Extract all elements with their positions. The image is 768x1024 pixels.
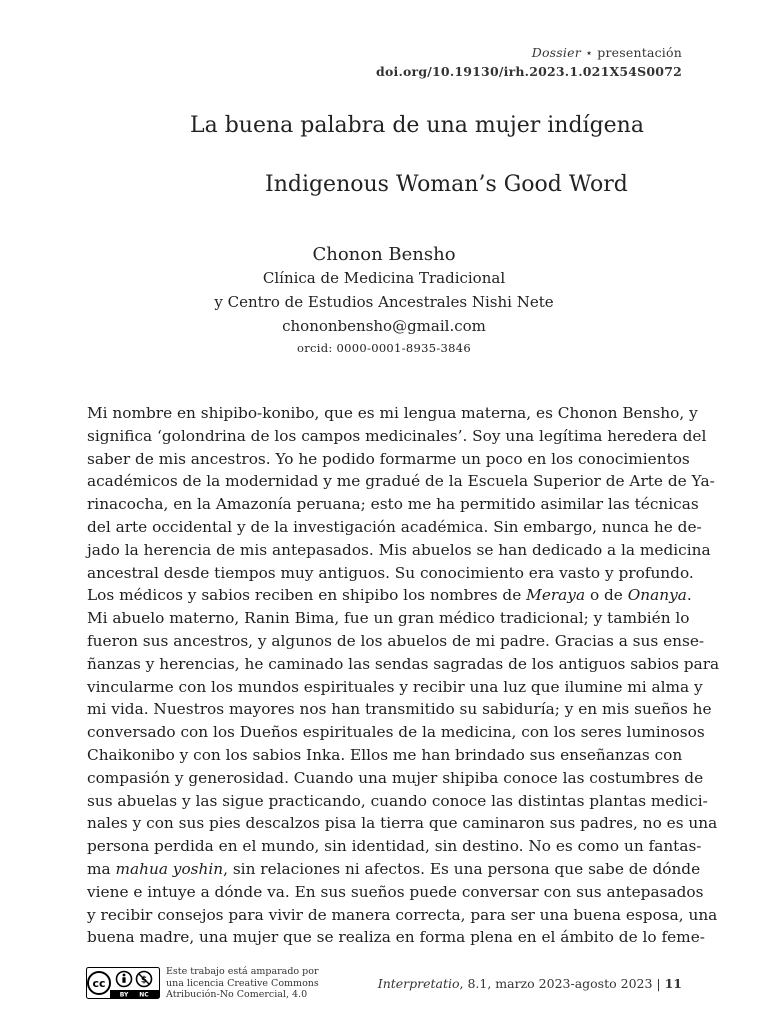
body-line: académicos de la modernidad y me gradué de la Escuela Superior de Arte de Ya- (87, 472, 715, 491)
body-line: Chaikonibo y con los sabios Inka. Ellos me han brindado sus enseñanzas con (87, 745, 683, 764)
author-name: Chonon Bensho (312, 244, 456, 265)
body-line: sus abuelas y las sigue practicando, cuando conoce las distintas plantas medici- (87, 791, 708, 810)
body-line: persona perdida en el mundo, sin identidad, sin destino. No es como un fantas- (87, 837, 702, 856)
by-badge-label: BY (119, 991, 129, 999)
body-line: compasión y generosidad. Cuando una mujer shipiba conoce las costumbres de (87, 768, 704, 787)
body-line: mi vida. Nuestros mayores nos han transmitido su sabiduría; y en mis sueños he (87, 700, 712, 719)
body-line: jado la herencia de mis antepasados. Mis abuelos se han dedicado a la medicina (87, 540, 711, 559)
section-label: Dossier (531, 45, 581, 60)
author-email[interactable]: chononbensho@gmail.com (282, 317, 486, 335)
body-line: buena madre, una mujer que se realiza en forma plena en el ámbito de lo feme- (87, 928, 705, 947)
body-line: ma mahua yoshin, sin relaciones ni afectos. Es una persona que sabe de dónde (87, 859, 701, 878)
running-header (532, 45, 682, 60)
section-type: presentación (597, 45, 682, 60)
journal-footer (378, 976, 682, 991)
license-line: Este trabajo está amparado por (166, 966, 319, 977)
doi-link[interactable]: doi.org/10.19130/irh.2023.1.021X54S0072 (376, 64, 682, 79)
cc-badge-label: cc (92, 977, 106, 990)
license-line: Atribución-No Comercial, 4.0 (166, 989, 308, 1000)
license-line: una licencia Creative Commons (166, 977, 319, 989)
body-line: Mi nombre en shipibo-konibo, que es mi lengua materna, es Chonon Bensho, y (87, 404, 698, 422)
creative-commons-license-icon[interactable] (86, 967, 160, 999)
body-line: Los médicos y sabios reciben en shipibo los nombres de Meraya o de Onanya. (87, 586, 692, 605)
body-line: ancestral desde tiempos muy antiguos. Su conocimiento era vasto y profundo. (87, 563, 694, 582)
license-notice (166, 966, 319, 1001)
journal-issue: , 8.1, marzo 2023-agosto 2023 | (459, 976, 665, 991)
svg-text:$: $ (140, 975, 148, 986)
body-line: fueron sus ancestros, y algunos de los abuelos de mi padre. Gracias a sus ense- (87, 631, 705, 650)
body-paragraph (87, 402, 720, 949)
star-separator-icon: ⋆ (585, 45, 594, 60)
author-orcid[interactable]: orcid: 0000-0001-8935-3846 (297, 341, 471, 355)
body-line: del arte occidental y de la investigación académica. Sin embargo, nunca he de- (87, 517, 702, 536)
body-line: significa ‘golondrina de los campos medicinales’. Soy una legítima heredera del (87, 426, 707, 445)
body-line: rinacocha, en la Amazonía peruana; esto me ha permitido asimilar las técnicas (87, 495, 699, 514)
body-line: viene e intuye a dónde va. En sus sueños puede conversar con sus antepasados (87, 882, 704, 901)
article-title-english: Indigenous Woman’s Good Word (265, 172, 628, 197)
body-line: ñanzas y herencias, he caminado las sendas sagradas de los antiguos sabios para (87, 654, 720, 673)
body-line: vincularme con los mundos espirituales y recibir una luz que ilumine mi alma y (87, 677, 703, 696)
journal-name: Interpretatio (377, 976, 460, 991)
page-number: 11 (664, 976, 682, 991)
article-title-spanish: La buena palabra de una mujer indígena (190, 113, 644, 138)
body-line: Mi abuelo materno, Ranin Bima, fue un gran médico tradicional; y también lo (87, 609, 690, 628)
institution-line-1: Clínica de Medicina Tradicional (262, 269, 506, 287)
body-line: nales y con sus pies descalzos pisa la tierra que caminaron sus padres, no es una (87, 814, 718, 833)
nc-badge-label: NC (139, 991, 149, 999)
body-line: y recibir consejos para vivir de manera correcta, para ser una buena esposa, una (87, 905, 718, 924)
body-line: conversado con los Dueños espirituales de la medicina, con los seres luminosos (87, 723, 705, 742)
institution-line-2: y Centro de Estudios Ancestrales Nishi Nete (214, 293, 554, 311)
body-line: saber de mis ancestros. Yo he podido formarme un poco en los conocimientos (87, 449, 690, 468)
